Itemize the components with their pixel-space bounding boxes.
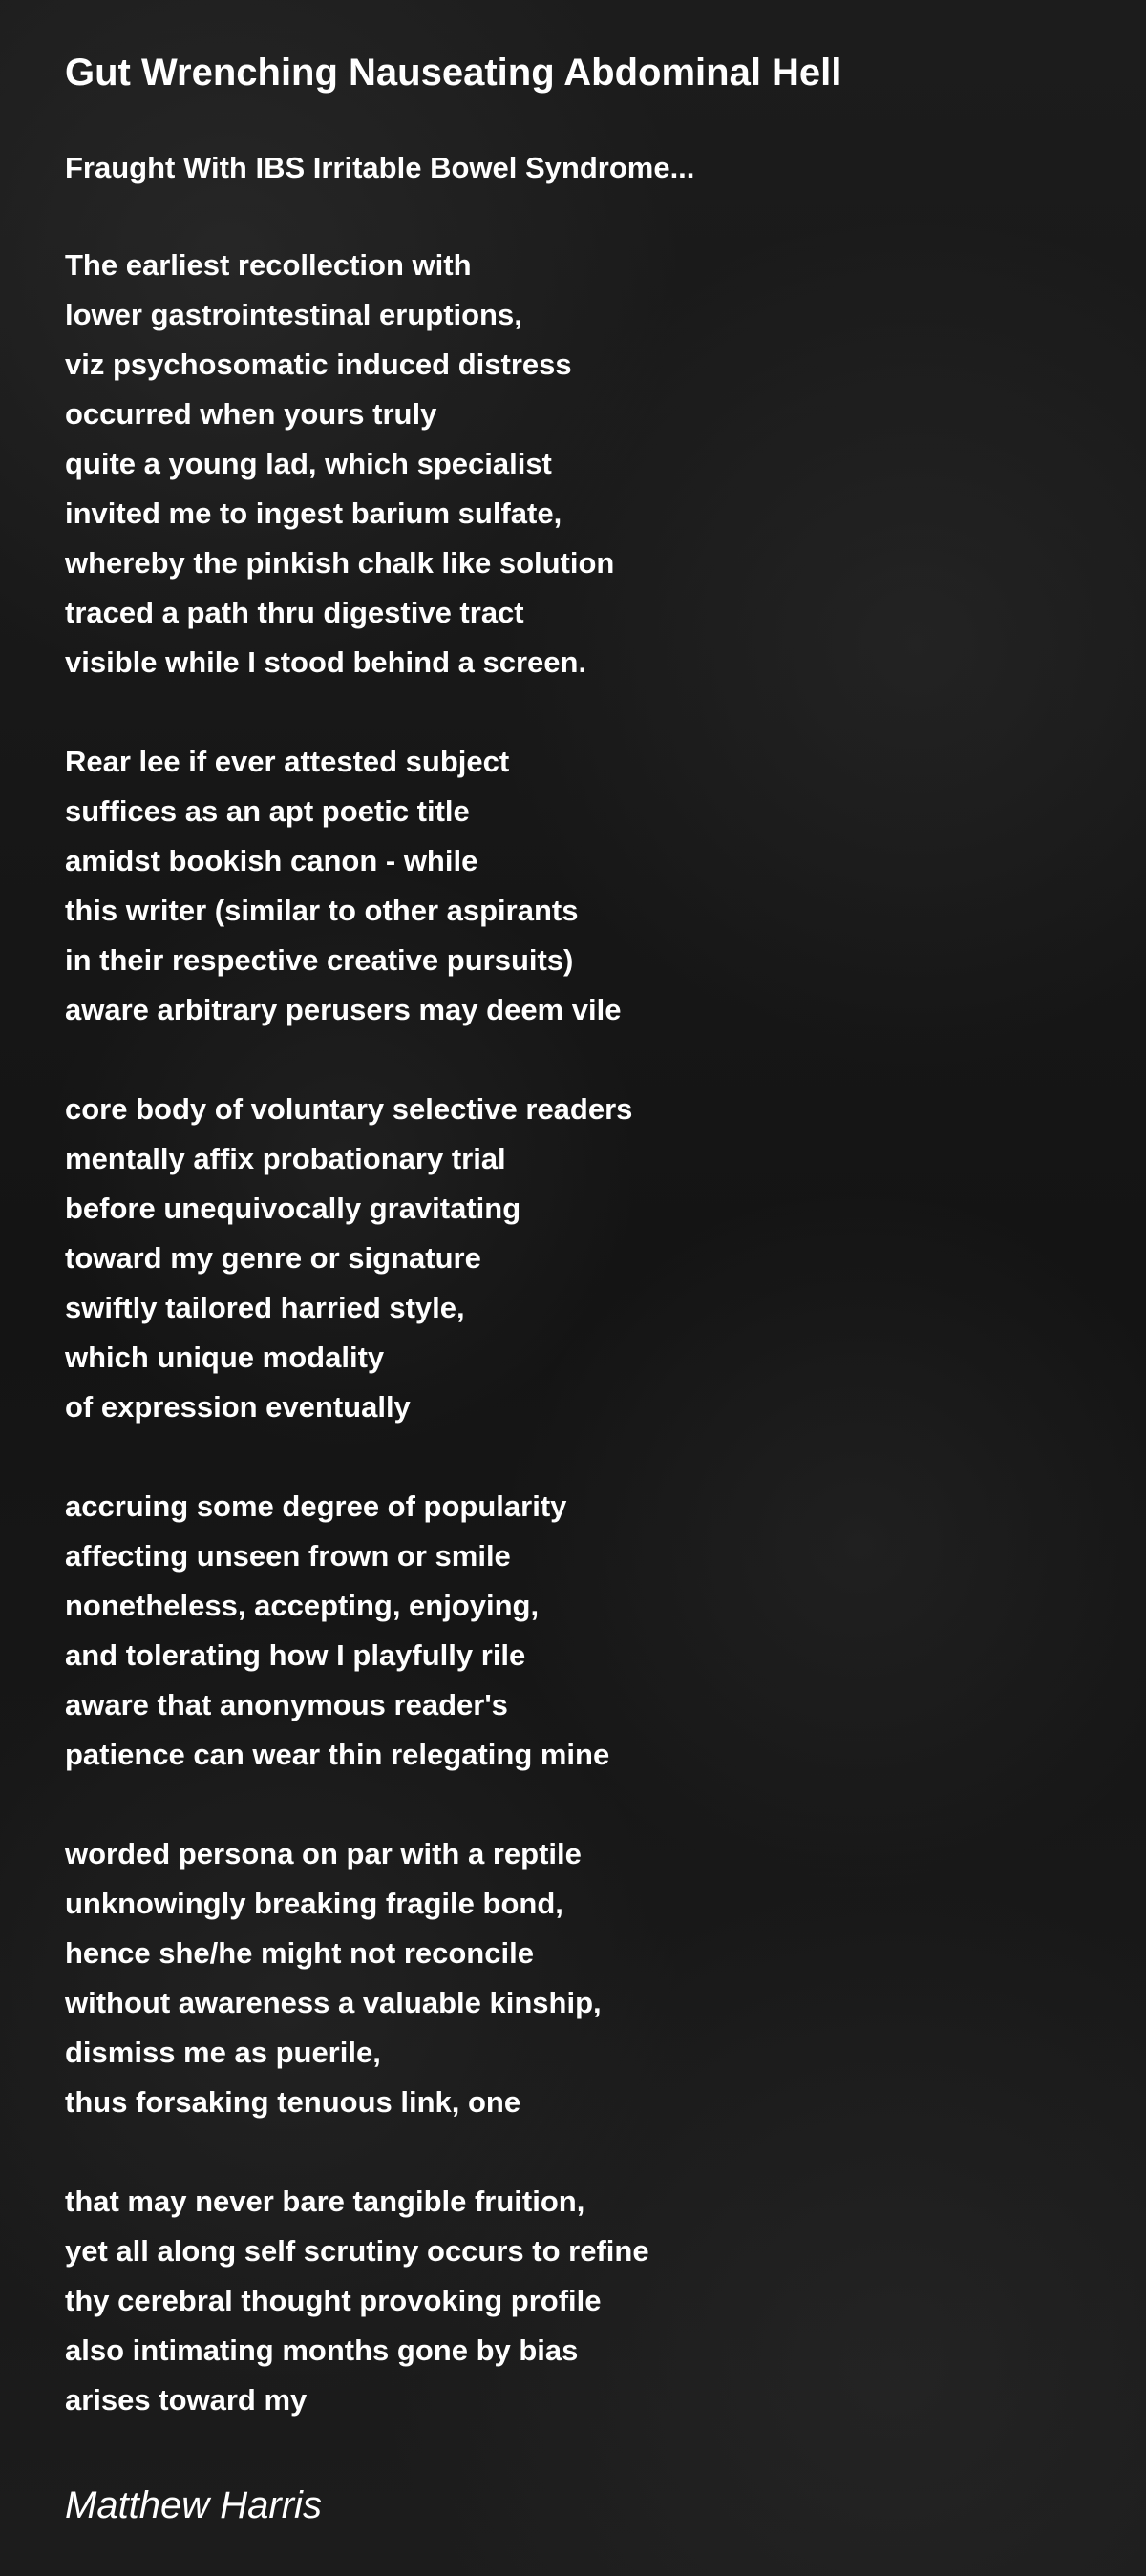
poem-line: thus forsaking tenuous link, one	[65, 2085, 521, 2119]
poem-line: worded persona on par with a reptile	[65, 1837, 582, 1870]
poem-line: aware that anonymous reader's	[65, 1688, 508, 1721]
poem-title: Gut Wrenching Nauseating Abdominal Hell	[65, 52, 842, 94]
poem-line: before unequivocally gravitating	[65, 1192, 521, 1225]
stanza-5	[65, 1829, 602, 2127]
poem-line: arises toward my	[65, 2383, 308, 2417]
poem-line: and tolerating how I playfully rile	[65, 1638, 526, 1672]
stanza-1	[65, 241, 614, 687]
poem-line: that may never bare tangible fruition,	[65, 2185, 585, 2218]
poem-line: nonetheless, accepting, enjoying,	[65, 1589, 540, 1622]
poem-line: yet all along self scrutiny occurs to refine	[65, 2234, 649, 2268]
stanza-2	[65, 737, 621, 1035]
poem-line: lower gastrointestinal eruptions,	[65, 298, 522, 331]
poem-line: affecting unseen frown or smile	[65, 1539, 511, 1573]
poem-line: traced a path thru digestive tract	[65, 596, 524, 629]
poem-line: toward my genre or signature	[65, 1241, 481, 1275]
poem-author: Matthew Harris	[65, 2484, 322, 2526]
poem-line: also intimating months gone by bias	[65, 2333, 579, 2367]
poem-line: whereby the pinkish chalk like solution	[65, 546, 615, 580]
poem-line: quite a young lad, which specialist	[65, 447, 552, 480]
poem-line: unknowingly breaking fragile bond,	[65, 1887, 563, 1920]
poem-line: occurred when yours truly	[65, 397, 437, 431]
poem-line: thy cerebral thought provoking profile	[65, 2284, 602, 2317]
poem-line: accruing some degree of popularity	[65, 1489, 567, 1523]
poem-line: amidst bookish canon - while	[65, 844, 478, 877]
poem-line: in their respective creative pursuits)	[65, 943, 574, 977]
poem-line: aware arbitrary perusers may deem vile	[65, 993, 622, 1026]
poem-line: The earliest recollection with	[65, 248, 472, 282]
poem-subtitle: Fraught With IBS Irritable Bowel Syndrome...	[65, 151, 695, 184]
poem-line: Rear lee if ever attested subject	[65, 745, 510, 778]
poem-line: swiftly tailored harried style,	[65, 1291, 465, 1324]
stanza-6	[65, 2177, 649, 2425]
poem-line: core body of voluntary selective readers	[65, 1092, 633, 1126]
poem-line: mentally affix probationary trial	[65, 1142, 506, 1175]
poem-line: viz psychosomatic induced distress	[65, 348, 572, 381]
poem-line: dismiss me as puerile,	[65, 2036, 381, 2069]
poem-line: this writer (similar to other aspirants	[65, 894, 579, 927]
poem-line: of expression eventually	[65, 1390, 411, 1424]
poem-line: visible while I stood behind a screen.	[65, 645, 587, 679]
poem-line: without awareness a valuable kinship,	[65, 1986, 602, 2019]
poem-line: suffices as an apt poetic title	[65, 794, 470, 828]
poem-line: which unique modality	[65, 1341, 385, 1374]
poem-line: invited me to ingest barium sulfate,	[65, 496, 562, 530]
poem-line: hence she/he might not reconcile	[65, 1936, 534, 1970]
stanza-4	[65, 1482, 609, 1780]
stanza-3	[65, 1085, 632, 1432]
poem-line: patience can wear thin relegating mine	[65, 1738, 610, 1771]
